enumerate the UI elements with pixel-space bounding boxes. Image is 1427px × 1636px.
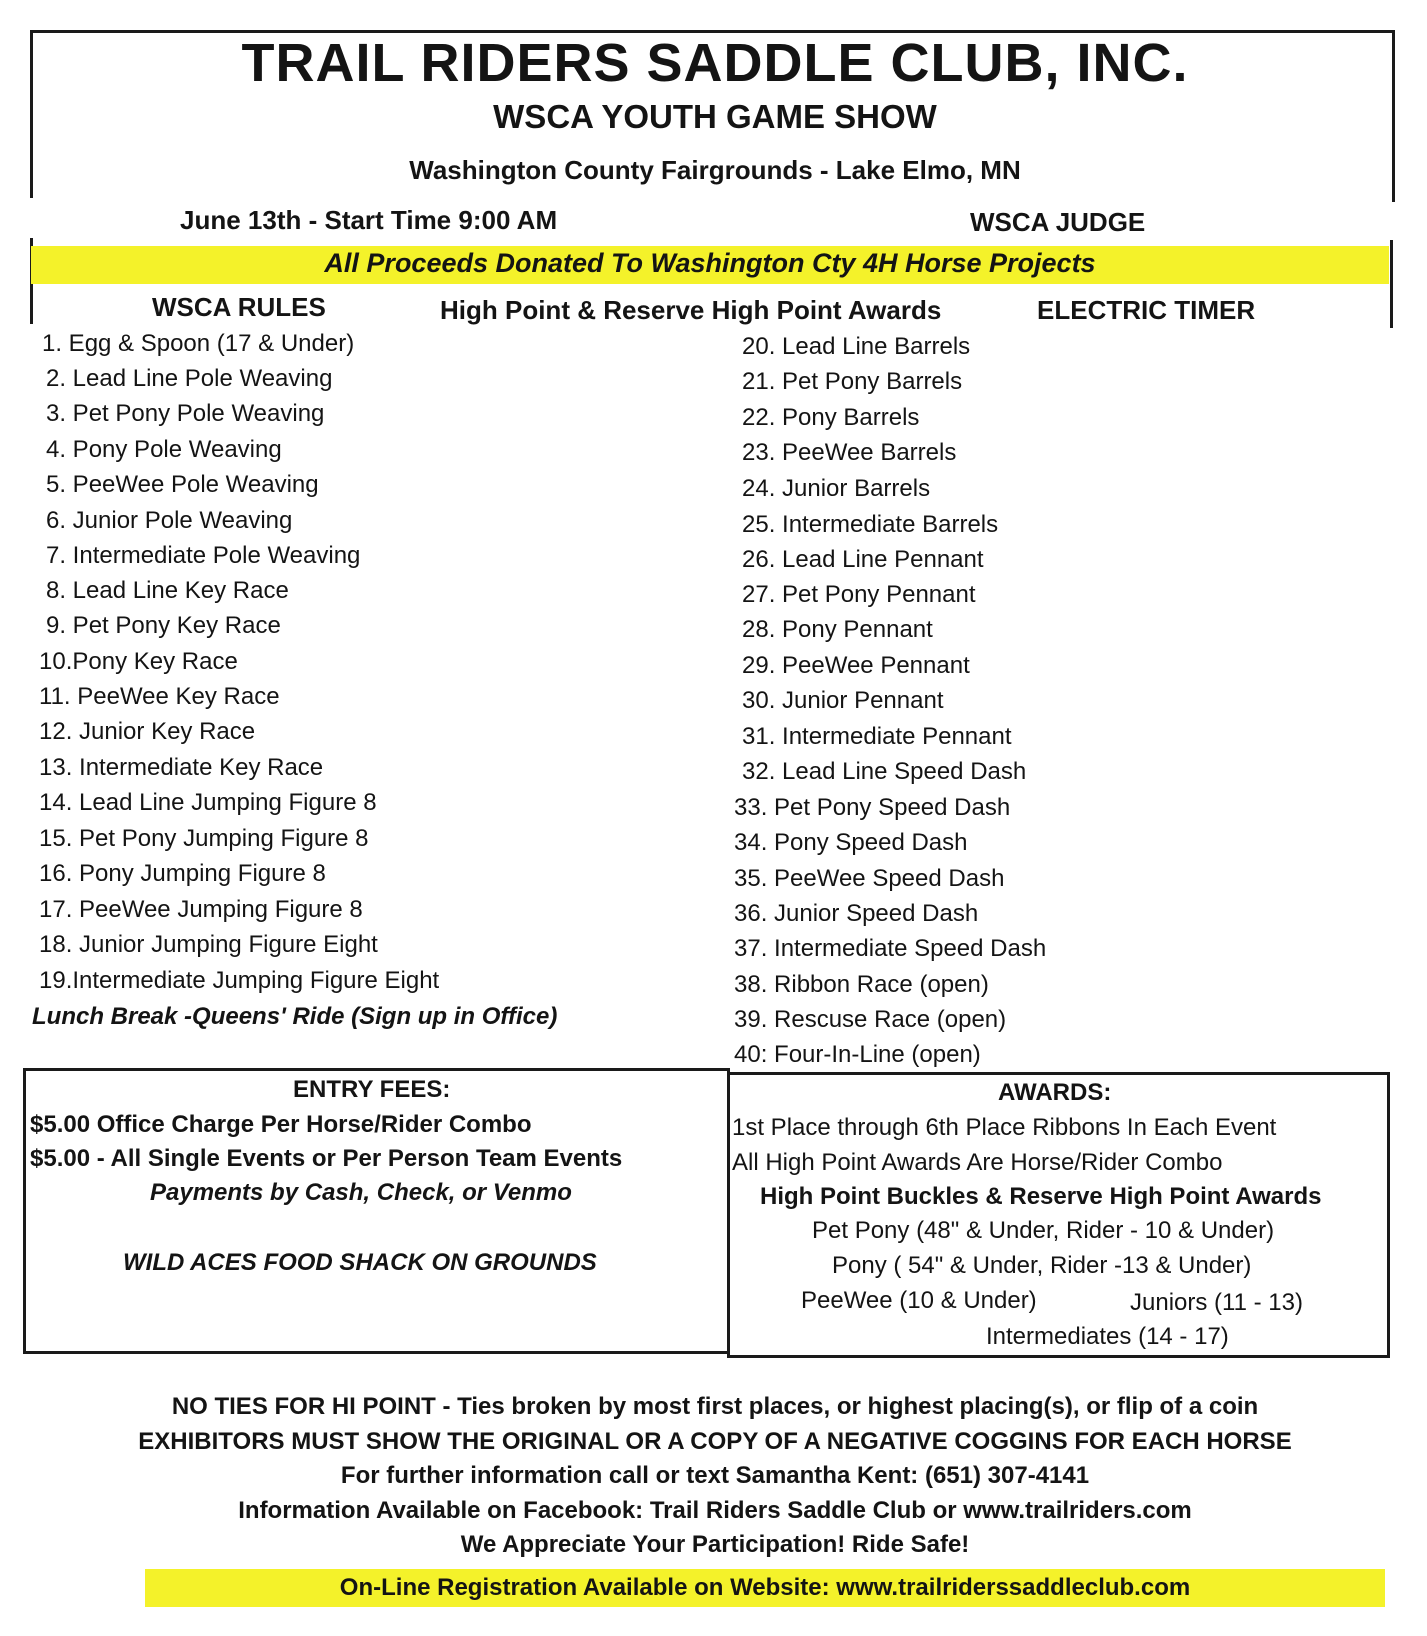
event-item: 6. Junior Pole Weaving (46, 507, 293, 534)
event-item: 2. Lead Line Pole Weaving (46, 365, 333, 392)
juniors-division: Juniors (11 - 13) (1130, 1289, 1303, 1316)
event-item: 11. PeeWee Key Race (39, 683, 280, 710)
event-item: 14. Lead Line Jumping Figure 8 (39, 789, 377, 816)
peewee-division: PeeWee (10 & Under) (801, 1287, 1037, 1314)
buckles-award: High Point Buckles & Reserve High Point Awards (760, 1183, 1322, 1210)
payment-methods: Payments by Cash, Check, or Venmo (150, 1179, 572, 1206)
show-subtitle: WSCA YOUTH GAME SHOW (493, 98, 937, 135)
event-item: 21. Pet Pony Barrels (742, 368, 963, 395)
event-item: 36. Junior Speed Dash (734, 900, 979, 927)
registration-link[interactable]: On-Line Registration Available on Website: www.trailriderssaddleclub.com (339, 1574, 1191, 1601)
awards-box-heading: AWARDS: (998, 1079, 1112, 1106)
rules-heading: WSCA RULES (152, 292, 326, 322)
event-item: 26. Lead Line Pennant (742, 546, 984, 573)
event-item: 30. Junior Pennant (742, 687, 944, 714)
combo-award: All High Point Awards Are Horse/Rider Combo (732, 1149, 1223, 1176)
event-item: 34. Pony Speed Dash (734, 829, 968, 856)
ties-rule: NO TIES FOR HI POINT - Ties broken by most first places, or highest placing(s), or flip of a coin (171, 1393, 1259, 1420)
event-item: 23. PeeWee Barrels (742, 439, 957, 466)
entry-fees-heading: ENTRY FEES: (293, 1076, 451, 1103)
event-item: 17. PeeWee Jumping Figure 8 (39, 896, 363, 923)
timer-heading: ELECTRIC TIMER (1037, 295, 1256, 325)
pet-pony-division: Pet Pony (48" & Under, Rider - 10 & Under) (812, 1217, 1275, 1244)
event-item: 40: Four-In-Line (open) (734, 1041, 981, 1068)
event-item: 20. Lead Line Barrels (742, 333, 971, 360)
event-item: 18. Junior Jumping Figure Eight (39, 931, 378, 958)
event-item: 1. Egg & Spoon (17 & Under) (42, 330, 355, 357)
proceeds-notice: All Proceeds Donated To Washington Cty 4H Horse Projects (324, 248, 1096, 278)
ribbons-award: 1st Place through 6th Place Ribbons In Each Event (732, 1114, 1277, 1141)
event-item: 8. Lead Line Key Race (46, 577, 289, 604)
event-item: 25. Intermediate Barrels (742, 511, 999, 538)
event-item: 32. Lead Line Speed Dash (742, 758, 1027, 785)
event-item: 4. Pony Pole Weaving (46, 436, 282, 463)
frame-right-lower-line (1390, 240, 1393, 328)
awards-heading: High Point & Reserve High Point Awards (440, 295, 942, 325)
event-item: 13. Intermediate Key Race (39, 754, 324, 781)
event-item: 33. Pet Pony Speed Dash (734, 794, 1011, 821)
event-item: 39. Rescuse Race (open) (734, 1006, 1007, 1033)
intermediates-division: Intermediates (14 - 17) (986, 1323, 1229, 1350)
pony-division: Pony ( 54" & Under, Rider -13 & Under) (832, 1252, 1252, 1279)
location: Washington County Fairgrounds - Lake Elmo, MN (409, 155, 1021, 185)
event-item: 37. Intermediate Speed Dash (734, 935, 1047, 962)
single-events-fee: $5.00 - All Single Events or Per Person Team Events (30, 1145, 623, 1172)
event-item: 5. PeeWee Pole Weaving (46, 471, 319, 498)
event-item: 28. Pony Pennant (742, 616, 933, 643)
event-item: 16. Pony Jumping Figure 8 (39, 860, 326, 887)
office-charge: $5.00 Office Charge Per Horse/Rider Combo (30, 1111, 532, 1138)
event-item: 31. Intermediate Pennant (742, 723, 1012, 750)
food-shack: WILD ACES FOOD SHACK ON GROUNDS (123, 1249, 597, 1276)
event-item: 19.Intermediate Jumping Figure Eight (39, 967, 440, 994)
facebook-info: Information Available on Facebook: Trail Riders Saddle Club or www.trailriders.com (238, 1497, 1192, 1524)
event-item: 22. Pony Barrels (742, 404, 920, 431)
event-item: 35. PeeWee Speed Dash (734, 865, 1005, 892)
judge: WSCA JUDGE (970, 207, 1146, 237)
event-item: 38. Ribbon Race (open) (734, 971, 989, 998)
event-item: 15. Pet Pony Jumping Figure 8 (39, 825, 369, 852)
event-item: 24. Junior Barrels (742, 475, 931, 502)
event-item: 7. Intermediate Pole Weaving (46, 542, 361, 569)
contact-info: For further information call or text Samantha Kent: (651) 307-4141 (340, 1462, 1090, 1489)
lunch-break: Lunch Break -Queens' Ride (Sign up in Office) (32, 1003, 558, 1030)
event-item: 12. Junior Key Race (39, 718, 256, 745)
event-item: 10.Pony Key Race (39, 648, 238, 675)
club-title: TRAIL RIDERS SADDLE CLUB, INC. (241, 33, 1189, 93)
thanks-message: We Appreciate Your Participation! Ride Safe! (460, 1531, 970, 1558)
event-item: 27. Pet Pony Pennant (742, 581, 976, 608)
event-item: 3. Pet Pony Pole Weaving (46, 400, 325, 427)
event-item: 29. PeeWee Pennant (742, 652, 970, 679)
date-start-time: June 13th - Start Time 9:00 AM (180, 205, 558, 235)
event-item: 9. Pet Pony Key Race (46, 612, 281, 639)
coggins-rule: EXHIBITORS MUST SHOW THE ORIGINAL OR A COPY OF A NEGATIVE COGGINS FOR EACH HORSE (138, 1428, 1292, 1455)
